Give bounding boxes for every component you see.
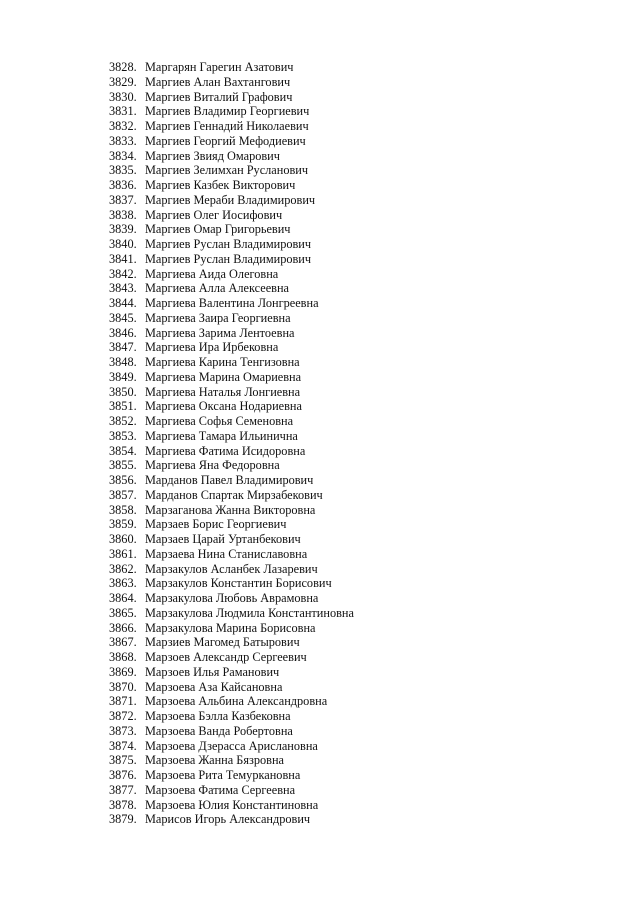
entry-name: Марзоева Альбина Александровна (145, 694, 328, 709)
entry-number: 3864. (109, 591, 137, 605)
entry-name: Маргиев Алан Вахтангович (145, 74, 291, 89)
entry-number: 3855. (109, 458, 137, 473)
entry-name: Маргиева Аида Олеговна (145, 266, 279, 281)
entry-number: 3876. (109, 768, 137, 782)
entry-name: Маргиев Олег Иосифович (145, 207, 283, 222)
entry-name: Марзиев Магомед Батырович (145, 635, 300, 650)
list-item (109, 429, 354, 444)
entry-name: Марисов Игорь Александрович (145, 812, 311, 827)
list-item (109, 812, 354, 827)
list-item (109, 311, 354, 326)
entry-number: 3838. (109, 207, 137, 222)
entry-number: 3875. (109, 753, 137, 768)
entry-number: 3878. (109, 797, 137, 812)
entry-number: 3847. (109, 340, 137, 355)
entry-number: 3841. (109, 251, 137, 266)
entry-name: Маргиева Ира Ирбековна (145, 340, 279, 355)
entry-name: Марзакулова Любовь Аврамовна (145, 591, 319, 605)
entry-name: Марзакулов Константин Борисович (145, 576, 332, 591)
entry-number: 3835. (109, 163, 137, 178)
entry-name: Маргиев Руслан Владимирович (145, 251, 312, 266)
list-item (109, 694, 354, 709)
entry-number: 3830. (109, 89, 137, 104)
entry-number: 3866. (109, 620, 137, 635)
list-item (109, 267, 354, 282)
entry-name: Маргиев Казбек Викторович (145, 178, 296, 192)
entry-name: Маргиев Руслан Владимирович (145, 237, 312, 251)
entry-number: 3837. (109, 192, 137, 207)
entry-number: 3828. (109, 60, 137, 74)
list-item (109, 606, 354, 621)
list-item (109, 680, 354, 695)
list-item (109, 252, 354, 267)
list-item (109, 355, 354, 370)
entry-number: 3848. (109, 355, 137, 369)
entry-number: 3846. (109, 325, 137, 340)
list-item (109, 739, 354, 754)
list-item (109, 75, 354, 90)
entry-number: 3879. (109, 812, 137, 827)
entry-name: Маргиев Владимир Георгиевич (145, 104, 310, 119)
list-item (109, 281, 354, 296)
list-item (109, 237, 354, 252)
entry-number: 3854. (109, 443, 137, 458)
entry-number: 3858. (109, 502, 137, 517)
entry-number: 3844. (109, 296, 137, 310)
list-item (109, 399, 354, 414)
list-item (109, 222, 354, 237)
list-item (109, 370, 354, 385)
entry-number: 3834. (109, 148, 137, 163)
entry-name: Маргиев Зелимхан Русланович (145, 163, 309, 178)
list-item (109, 798, 354, 813)
list-item (109, 665, 354, 680)
list-item (109, 753, 354, 768)
list-item (109, 326, 354, 341)
list-item (109, 340, 354, 355)
entry-name: Маргиев Георгий Мефодиевич (145, 133, 306, 148)
list-item (109, 134, 354, 149)
entry-number: 3873. (109, 723, 137, 738)
entry-number: 3850. (109, 384, 137, 399)
entry-number: 3852. (109, 414, 137, 428)
list-item (109, 488, 354, 503)
entry-name: Маргиев Виталий Графович (145, 89, 293, 104)
entry-number: 3868. (109, 650, 137, 664)
entry-number: 3865. (109, 605, 137, 620)
entry-number: 3849. (109, 369, 137, 384)
entry-number: 3867. (109, 635, 137, 650)
list-item (109, 208, 354, 223)
list-item (109, 193, 354, 208)
entry-number: 3869. (109, 664, 137, 679)
entry-name: Марзаганова Жанна Викторовна (145, 502, 316, 517)
entry-number: 3843. (109, 281, 137, 296)
entry-number: 3856. (109, 473, 137, 487)
entry-name: Маргиева Наталья Лонгиевна (145, 384, 301, 399)
entry-name: Маргиева Марина Омариевна (145, 369, 302, 384)
list-item (109, 650, 354, 665)
entry-number: 3832. (109, 119, 137, 133)
entry-name: Марзоев Илья Раманович (145, 664, 280, 679)
entry-name: Марзоева Аза Кайсановна (145, 679, 283, 694)
entry-number: 3863. (109, 576, 137, 591)
entry-name: Маргиева Заира Георгиевна (145, 310, 291, 325)
entry-number: 3831. (109, 104, 137, 119)
entry-name: Марзоева Фатима Сергеевна (145, 782, 296, 797)
list-item (109, 163, 354, 178)
entry-name: Марзакулова Марина Борисовна (145, 620, 316, 635)
entry-number: 3829. (109, 74, 137, 89)
entry-number: 3861. (109, 546, 137, 561)
entry-name: Маргиев Мераби Владимирович (145, 192, 316, 207)
entry-number: 3840. (109, 237, 137, 251)
list-item (109, 149, 354, 164)
list-item (109, 458, 354, 473)
list-item (109, 60, 354, 75)
entry-name: Марзаева Нина Станиславовна (145, 546, 308, 561)
entry-number: 3871. (109, 694, 137, 709)
list-item (109, 591, 354, 606)
entry-name: Маргиева Валентина Лонгреевна (145, 296, 319, 310)
entry-name: Марданов Спартак Мирзабекович (145, 487, 323, 502)
entry-number: 3839. (109, 222, 137, 237)
list-item (109, 783, 354, 798)
entry-name: Маргиева Зарима Лентоевна (145, 325, 295, 340)
entry-name: Маргиева Фатима Исидоровна (145, 443, 306, 458)
list-item (109, 385, 354, 400)
list-item (109, 709, 354, 724)
entry-name: Марзоев Александр Сергеевич (145, 650, 307, 664)
entry-number: 3877. (109, 782, 137, 797)
entry-number: 3872. (109, 709, 137, 723)
entry-name: Марзакулова Людмила Константиновна (145, 605, 354, 620)
list-item (109, 635, 354, 650)
list-item (109, 576, 354, 591)
entry-name: Маргиева Тамара Ильинична (145, 428, 298, 443)
list-item (109, 562, 354, 577)
list-item (109, 532, 354, 547)
list-item (109, 724, 354, 739)
entry-number: 3845. (109, 310, 137, 325)
entry-name: Марзакулов Асланбек Лазаревич (145, 561, 318, 576)
entry-name: Марзоева Ванда Робертовна (145, 723, 293, 738)
entry-number: 3836. (109, 178, 137, 192)
list-item (109, 503, 354, 518)
entry-name: Марданов Павел Владимирович (145, 473, 314, 487)
list-item (109, 296, 354, 311)
entry-name: Маргиева Оксана Нодариевна (145, 399, 302, 414)
entry-number: 3860. (109, 532, 137, 546)
entry-number: 3862. (109, 561, 137, 576)
entry-number: 3857. (109, 487, 137, 502)
entry-name: Марзоева Дзерасса Арислановна (145, 738, 318, 753)
list-item (109, 473, 354, 488)
list-item (109, 104, 354, 119)
list-item (109, 621, 354, 636)
list-item (109, 768, 354, 783)
list-item (109, 547, 354, 562)
list-item (109, 178, 354, 193)
entry-number: 3859. (109, 517, 137, 532)
list-item (109, 414, 354, 429)
entry-name: Маргиева Алла Алексеевна (145, 281, 289, 296)
entry-number: 3870. (109, 679, 137, 694)
entry-number: 3853. (109, 428, 137, 443)
entry-name: Марзоева Рита Темуркановна (145, 768, 301, 782)
entry-number: 3842. (109, 266, 137, 281)
entry-number: 3874. (109, 738, 137, 753)
entry-name: Марзаев Царай Уртанбекович (145, 532, 301, 546)
list-item (109, 444, 354, 459)
entry-name: Маргиева Карина Тенгизовна (145, 355, 300, 369)
entry-name: Маргиев Геннадий Николаевич (145, 119, 309, 133)
entry-number: 3851. (109, 399, 137, 414)
name-list (109, 60, 354, 827)
entry-name: Маргиева Софья Семеновна (145, 414, 294, 428)
entry-number: 3833. (109, 133, 137, 148)
list-item (109, 90, 354, 105)
entry-name: Марзоева Жанна Бязровна (145, 753, 284, 768)
entry-name: Марзоева Юлия Константиновна (145, 797, 319, 812)
entry-name: Маргиев Омар Григорьевич (145, 222, 291, 237)
entry-name: Маргиева Яна Федоровна (145, 458, 280, 473)
entry-name: Марзоева Бэлла Казбековна (145, 709, 291, 723)
list-item (109, 517, 354, 532)
entry-name: Маргарян Гарегин Азатович (145, 60, 294, 74)
entry-name: Маргиев Звияд Омарович (145, 148, 280, 163)
list-item (109, 119, 354, 134)
entry-name: Марзаев Борис Георгиевич (145, 517, 287, 532)
